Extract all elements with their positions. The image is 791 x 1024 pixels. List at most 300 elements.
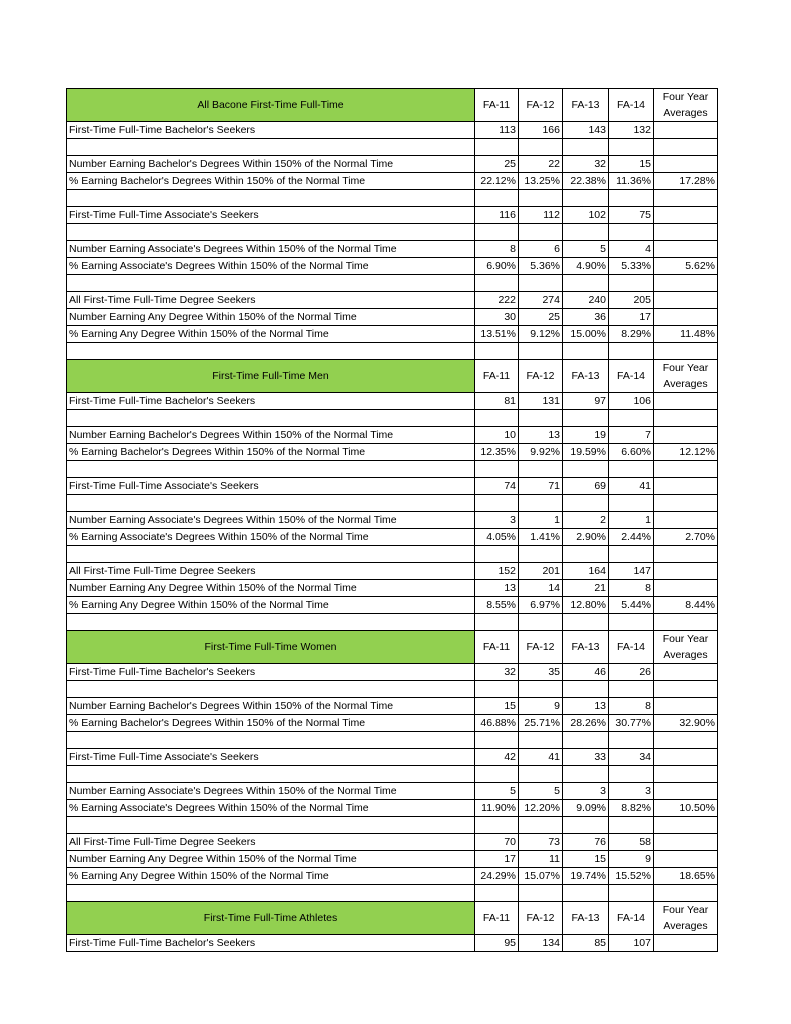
value-cell: 8.82% (609, 800, 654, 817)
table-row (67, 851, 718, 868)
graduation-rate-table (66, 88, 718, 952)
empty-cell (67, 885, 475, 902)
row-label: % Earning Any Degree Within 150% of the Normal Time (67, 597, 475, 614)
value-cell: 134 (519, 935, 563, 952)
empty-cell (563, 495, 609, 512)
table-row (67, 258, 718, 275)
section-header-row (67, 89, 718, 122)
empty-cell (563, 461, 609, 478)
table-row (67, 241, 718, 258)
value-cell: 12.20% (519, 800, 563, 817)
value-cell: 81 (475, 393, 519, 410)
empty-cell (519, 410, 563, 427)
value-cell: 10 (475, 427, 519, 444)
table-row (67, 580, 718, 597)
average-cell (654, 478, 718, 495)
value-cell: 8.29% (609, 326, 654, 343)
value-cell: 11 (519, 851, 563, 868)
value-cell: 85 (563, 935, 609, 952)
value-cell: 15.07% (519, 868, 563, 885)
value-cell: 28.26% (563, 715, 609, 732)
column-header-term: FA-12 (519, 360, 563, 393)
row-label: Number Earning Bachelor's Degrees Within 150% of the Normal Time (67, 698, 475, 715)
value-cell: 15.52% (609, 868, 654, 885)
column-header-term: FA-13 (563, 89, 609, 122)
empty-cell (563, 224, 609, 241)
value-cell: 4 (609, 241, 654, 258)
row-label: % Earning Bachelor's Degrees Within 150% of the Normal Time (67, 173, 475, 190)
row-label: % Earning Associate's Degrees Within 150% of the Normal Time (67, 800, 475, 817)
row-label: Number Earning Any Degree Within 150% of the Normal Time (67, 851, 475, 868)
value-cell: 73 (519, 834, 563, 851)
empty-cell (609, 139, 654, 156)
value-cell: 4.05% (475, 529, 519, 546)
empty-cell (563, 275, 609, 292)
empty-cell (654, 224, 718, 241)
empty-cell (563, 190, 609, 207)
column-header-term: FA-11 (475, 89, 519, 122)
average-cell: 2.70% (654, 529, 718, 546)
value-cell: 6.90% (475, 258, 519, 275)
value-cell: 166 (519, 122, 563, 139)
spacer-row (67, 766, 718, 783)
average-cell (654, 309, 718, 326)
value-cell: 152 (475, 563, 519, 580)
value-cell: 4.90% (563, 258, 609, 275)
value-cell: 6.97% (519, 597, 563, 614)
column-header-term: FA-13 (563, 902, 609, 935)
empty-cell (654, 190, 718, 207)
value-cell: 112 (519, 207, 563, 224)
empty-cell (654, 681, 718, 698)
value-cell: 30 (475, 309, 519, 326)
column-header-average: Four Year Averages (654, 360, 718, 393)
empty-cell (563, 546, 609, 563)
column-header-term: FA-11 (475, 631, 519, 664)
value-cell: 46 (563, 664, 609, 681)
average-cell (654, 935, 718, 952)
row-label: % Earning Associate's Degrees Within 150% of the Normal Time (67, 529, 475, 546)
value-cell: 3 (563, 783, 609, 800)
value-cell: 19.74% (563, 868, 609, 885)
value-cell: 13 (475, 580, 519, 597)
spacer-row (67, 461, 718, 478)
column-header-average: Four Year Averages (654, 902, 718, 935)
row-label: All First-Time Full-Time Degree Seekers (67, 834, 475, 851)
value-cell: 24.29% (475, 868, 519, 885)
column-header-term: FA-12 (519, 902, 563, 935)
average-cell (654, 783, 718, 800)
empty-cell (475, 275, 519, 292)
table-row (67, 783, 718, 800)
row-label: Number Earning Associate's Degrees Within 150% of the Normal Time (67, 783, 475, 800)
empty-cell (67, 224, 475, 241)
value-cell: 58 (609, 834, 654, 851)
value-cell: 15.00% (563, 326, 609, 343)
value-cell: 25.71% (519, 715, 563, 732)
value-cell: 13.25% (519, 173, 563, 190)
row-label: First-Time Full-Time Associate's Seekers (67, 749, 475, 766)
value-cell: 19 (563, 427, 609, 444)
value-cell: 17 (475, 851, 519, 868)
average-cell (654, 512, 718, 529)
section-title: First-Time Full-Time Men (67, 360, 475, 393)
empty-cell (67, 495, 475, 512)
row-label: First-Time Full-Time Associate's Seekers (67, 478, 475, 495)
empty-cell (519, 343, 563, 360)
value-cell: 42 (475, 749, 519, 766)
empty-cell (475, 885, 519, 902)
value-cell: 131 (519, 393, 563, 410)
average-cell (654, 292, 718, 309)
empty-cell (519, 546, 563, 563)
row-label: First-Time Full-Time Bachelor's Seekers (67, 935, 475, 952)
value-cell: 46.88% (475, 715, 519, 732)
empty-cell (67, 546, 475, 563)
value-cell: 9 (609, 851, 654, 868)
table-row (67, 122, 718, 139)
value-cell: 13 (563, 698, 609, 715)
empty-cell (475, 139, 519, 156)
value-cell: 95 (475, 935, 519, 952)
value-cell: 17 (609, 309, 654, 326)
spacer-row (67, 732, 718, 749)
value-cell: 222 (475, 292, 519, 309)
value-cell: 21 (563, 580, 609, 597)
value-cell: 143 (563, 122, 609, 139)
value-cell: 5.33% (609, 258, 654, 275)
row-label: Number Earning Associate's Degrees Within 150% of the Normal Time (67, 241, 475, 258)
empty-cell (654, 495, 718, 512)
row-label: % Earning Bachelor's Degrees Within 150% of the Normal Time (67, 444, 475, 461)
empty-cell (67, 275, 475, 292)
average-cell: 32.90% (654, 715, 718, 732)
column-header-term: FA-14 (609, 89, 654, 122)
value-cell: 33 (563, 749, 609, 766)
column-header-average: Four Year Averages (654, 631, 718, 664)
table-row (67, 207, 718, 224)
value-cell: 15 (475, 698, 519, 715)
empty-cell (67, 732, 475, 749)
value-cell: 35 (519, 664, 563, 681)
column-header-term: FA-12 (519, 631, 563, 664)
table-row (67, 698, 718, 715)
average-cell (654, 580, 718, 597)
value-cell: 106 (609, 393, 654, 410)
empty-cell (67, 461, 475, 478)
column-header-term: FA-13 (563, 631, 609, 664)
average-cell (654, 851, 718, 868)
spacer-row (67, 681, 718, 698)
row-label: First-Time Full-Time Bachelor's Seekers (67, 122, 475, 139)
value-cell: 201 (519, 563, 563, 580)
empty-cell (475, 766, 519, 783)
value-cell: 15 (609, 156, 654, 173)
empty-cell (67, 343, 475, 360)
value-cell: 5.44% (609, 597, 654, 614)
column-header-term: FA-13 (563, 360, 609, 393)
value-cell: 11.36% (609, 173, 654, 190)
empty-cell (609, 410, 654, 427)
value-cell: 36 (563, 309, 609, 326)
table-row (67, 868, 718, 885)
section-header-row (67, 360, 718, 393)
section-title: All Bacone First-Time Full-Time (67, 89, 475, 122)
value-cell: 7 (609, 427, 654, 444)
empty-cell (475, 461, 519, 478)
value-cell: 41 (609, 478, 654, 495)
table-body (67, 89, 718, 952)
empty-cell (519, 817, 563, 834)
value-cell: 5 (519, 783, 563, 800)
empty-cell (563, 766, 609, 783)
empty-cell (654, 817, 718, 834)
spacer-row (67, 190, 718, 207)
column-header-term: FA-12 (519, 89, 563, 122)
empty-cell (519, 275, 563, 292)
value-cell: 6.60% (609, 444, 654, 461)
average-cell (654, 698, 718, 715)
table-row (67, 935, 718, 952)
value-cell: 14 (519, 580, 563, 597)
average-cell: 8.44% (654, 597, 718, 614)
empty-cell (563, 614, 609, 631)
row-label: Number Earning Bachelor's Degrees Within 150% of the Normal Time (67, 156, 475, 173)
value-cell: 13 (519, 427, 563, 444)
table-row (67, 749, 718, 766)
value-cell: 32 (563, 156, 609, 173)
value-cell: 75 (609, 207, 654, 224)
row-label: All First-Time Full-Time Degree Seekers (67, 292, 475, 309)
table-row (67, 173, 718, 190)
average-cell: 17.28% (654, 173, 718, 190)
section-header-row (67, 631, 718, 664)
row-label: First-Time Full-Time Associate's Seekers (67, 207, 475, 224)
value-cell: 11.90% (475, 800, 519, 817)
empty-cell (67, 410, 475, 427)
value-cell: 22.38% (563, 173, 609, 190)
empty-cell (654, 275, 718, 292)
average-cell (654, 749, 718, 766)
spacer-row (67, 139, 718, 156)
value-cell: 6 (519, 241, 563, 258)
empty-cell (609, 461, 654, 478)
row-label: All First-Time Full-Time Degree Seekers (67, 563, 475, 580)
empty-cell (475, 410, 519, 427)
column-header-term: FA-14 (609, 631, 654, 664)
value-cell: 116 (475, 207, 519, 224)
table-row (67, 326, 718, 343)
spacer-row (67, 546, 718, 563)
empty-cell (563, 885, 609, 902)
empty-cell (519, 732, 563, 749)
empty-cell (654, 410, 718, 427)
row-label: Number Earning Any Degree Within 150% of the Normal Time (67, 580, 475, 597)
value-cell: 5 (563, 241, 609, 258)
empty-cell (609, 495, 654, 512)
average-cell: 11.48% (654, 326, 718, 343)
empty-cell (654, 139, 718, 156)
value-cell: 9 (519, 698, 563, 715)
empty-cell (519, 190, 563, 207)
empty-cell (519, 681, 563, 698)
value-cell: 97 (563, 393, 609, 410)
value-cell: 240 (563, 292, 609, 309)
empty-cell (475, 732, 519, 749)
table-row (67, 427, 718, 444)
table-row (67, 444, 718, 461)
empty-cell (519, 766, 563, 783)
average-cell (654, 834, 718, 851)
empty-cell (563, 681, 609, 698)
average-cell: 10.50% (654, 800, 718, 817)
row-label: % Earning Bachelor's Degrees Within 150% of the Normal Time (67, 715, 475, 732)
value-cell: 22 (519, 156, 563, 173)
value-cell: 15 (563, 851, 609, 868)
value-cell: 9.92% (519, 444, 563, 461)
empty-cell (475, 190, 519, 207)
average-cell (654, 393, 718, 410)
column-header-average: Four Year Averages (654, 89, 718, 122)
empty-cell (609, 885, 654, 902)
empty-cell (67, 139, 475, 156)
average-cell (654, 427, 718, 444)
average-cell (654, 122, 718, 139)
empty-cell (609, 732, 654, 749)
row-label: % Earning Associate's Degrees Within 150% of the Normal Time (67, 258, 475, 275)
column-header-term: FA-11 (475, 902, 519, 935)
value-cell: 26 (609, 664, 654, 681)
spacer-row (67, 275, 718, 292)
empty-cell (475, 817, 519, 834)
column-header-term: FA-14 (609, 902, 654, 935)
column-header-term: FA-14 (609, 360, 654, 393)
row-label: Number Earning Bachelor's Degrees Within 150% of the Normal Time (67, 427, 475, 444)
value-cell: 71 (519, 478, 563, 495)
spacer-row (67, 410, 718, 427)
section-title: First-Time Full-Time Athletes (67, 902, 475, 935)
table-row (67, 478, 718, 495)
value-cell: 2 (563, 512, 609, 529)
empty-cell (563, 139, 609, 156)
value-cell: 76 (563, 834, 609, 851)
empty-cell (475, 681, 519, 698)
spacer-row (67, 885, 718, 902)
value-cell: 12.35% (475, 444, 519, 461)
spacer-row (67, 343, 718, 360)
value-cell: 12.80% (563, 597, 609, 614)
table-row (67, 393, 718, 410)
empty-cell (609, 224, 654, 241)
value-cell: 132 (609, 122, 654, 139)
empty-cell (654, 614, 718, 631)
row-label: % Earning Any Degree Within 150% of the Normal Time (67, 868, 475, 885)
value-cell: 164 (563, 563, 609, 580)
empty-cell (519, 461, 563, 478)
table-row (67, 156, 718, 173)
spacer-row (67, 817, 718, 834)
empty-cell (654, 461, 718, 478)
value-cell: 41 (519, 749, 563, 766)
value-cell: 25 (519, 309, 563, 326)
empty-cell (654, 732, 718, 749)
average-cell (654, 664, 718, 681)
empty-cell (519, 495, 563, 512)
empty-cell (67, 817, 475, 834)
value-cell: 113 (475, 122, 519, 139)
average-cell: 12.12% (654, 444, 718, 461)
empty-cell (563, 817, 609, 834)
empty-cell (67, 681, 475, 698)
empty-cell (519, 614, 563, 631)
empty-cell (563, 343, 609, 360)
row-label: % Earning Any Degree Within 150% of the Normal Time (67, 326, 475, 343)
table-row (67, 800, 718, 817)
empty-cell (609, 817, 654, 834)
average-cell (654, 241, 718, 258)
empty-cell (609, 766, 654, 783)
empty-cell (654, 546, 718, 563)
value-cell: 5 (475, 783, 519, 800)
value-cell: 102 (563, 207, 609, 224)
empty-cell (609, 190, 654, 207)
value-cell: 107 (609, 935, 654, 952)
empty-cell (609, 275, 654, 292)
table-row (67, 597, 718, 614)
value-cell: 205 (609, 292, 654, 309)
value-cell: 8.55% (475, 597, 519, 614)
value-cell: 3 (475, 512, 519, 529)
value-cell: 34 (609, 749, 654, 766)
empty-cell (609, 614, 654, 631)
value-cell: 22.12% (475, 173, 519, 190)
value-cell: 9.09% (563, 800, 609, 817)
empty-cell (609, 681, 654, 698)
empty-cell (475, 495, 519, 512)
value-cell: 3 (609, 783, 654, 800)
empty-cell (609, 343, 654, 360)
average-cell (654, 207, 718, 224)
empty-cell (67, 190, 475, 207)
value-cell: 8 (609, 580, 654, 597)
empty-cell (67, 614, 475, 631)
empty-cell (654, 885, 718, 902)
value-cell: 2.90% (563, 529, 609, 546)
value-cell: 274 (519, 292, 563, 309)
value-cell: 147 (609, 563, 654, 580)
value-cell: 8 (609, 698, 654, 715)
empty-cell (519, 139, 563, 156)
value-cell: 8 (475, 241, 519, 258)
empty-cell (475, 343, 519, 360)
section-header-row (67, 902, 718, 935)
value-cell: 2.44% (609, 529, 654, 546)
spacer-row (67, 495, 718, 512)
table-row (67, 512, 718, 529)
empty-cell (563, 410, 609, 427)
section-title: First-Time Full-Time Women (67, 631, 475, 664)
value-cell: 69 (563, 478, 609, 495)
table-row (67, 292, 718, 309)
value-cell: 1.41% (519, 529, 563, 546)
average-cell (654, 563, 718, 580)
average-cell (654, 156, 718, 173)
value-cell: 13.51% (475, 326, 519, 343)
table-row (67, 529, 718, 546)
empty-cell (475, 614, 519, 631)
spacer-row (67, 224, 718, 241)
value-cell: 9.12% (519, 326, 563, 343)
